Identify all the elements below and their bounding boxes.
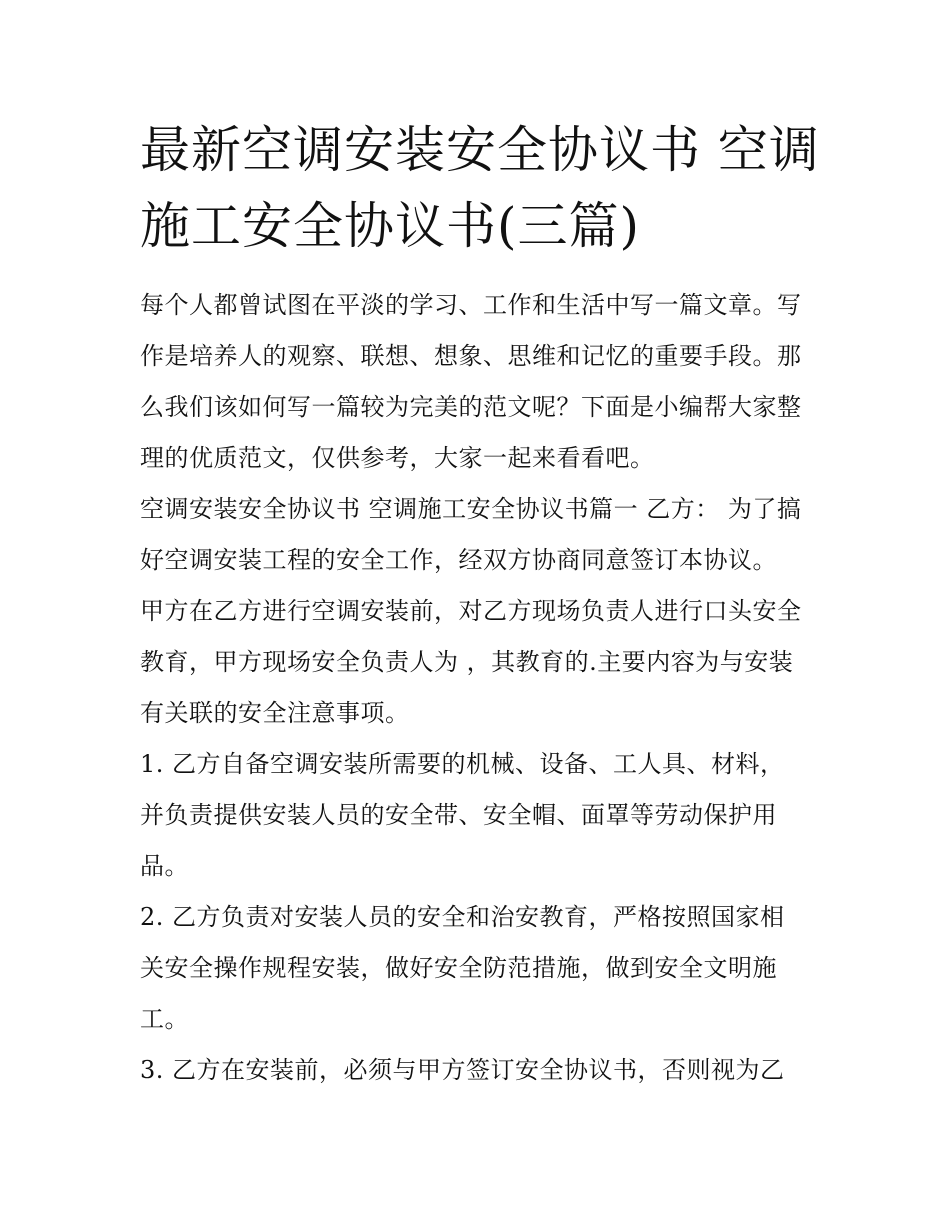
title-line-2: 施工安全协议书(三篇) (140, 197, 641, 255)
list-item-line: 关安全操作规程安装，做好安全防范措施，做到安全文明施 (140, 954, 777, 982)
document-title (140, 112, 820, 264)
body-line: 有关联的安全注意事项。 (140, 699, 410, 727)
list-item-line: 3. 乙方在安装前，必须与甲方签订安全协议书，否则视为乙 (140, 1056, 785, 1084)
list-item-line: 2. 乙方负责对安装人员的安全和治安教育，严格按照国家相 (140, 903, 785, 931)
body-line: 空调安装安全协议书 空调施工安全协议书篇一 乙方： 为了搞 (140, 495, 802, 523)
list-item-line: 并负责提供安装人员的安全带、安全帽、面罩等劳动保护用 (140, 801, 777, 829)
title-line-1: 最新空调安装安全协议书 空调 (140, 121, 820, 179)
body-line: 甲方在乙方进行空调安装前，对乙方现场负责人进行口头安全 (140, 597, 802, 625)
body-line: 作是培养人的观察、联想、想象、思维和记忆的重要手段。那 (140, 342, 802, 370)
list-item-line: 品。 (140, 852, 189, 880)
document-body (140, 280, 820, 1096)
body-line: 么我们该如何写一篇较为完美的范文呢？下面是小编帮大家整 (140, 393, 802, 421)
list-item-line: 工。 (140, 1005, 189, 1033)
body-line: 好空调安装工程的安全工作，经双方协商同意签订本协议。 (140, 546, 777, 574)
body-line: 理的优质范文，仅供参考，大家一起来看看吧。 (140, 444, 655, 472)
list-item-line: 1. 乙方自备空调安装所需要的机械、设备、工人具、材料， (140, 750, 785, 778)
body-line: 教育，甲方现场安全负责人为 ，其教育的.主要内容为与安装 (140, 648, 794, 676)
body-line: 每个人都曾试图在平淡的学习、工作和生活中写一篇文章。写 (140, 291, 802, 319)
